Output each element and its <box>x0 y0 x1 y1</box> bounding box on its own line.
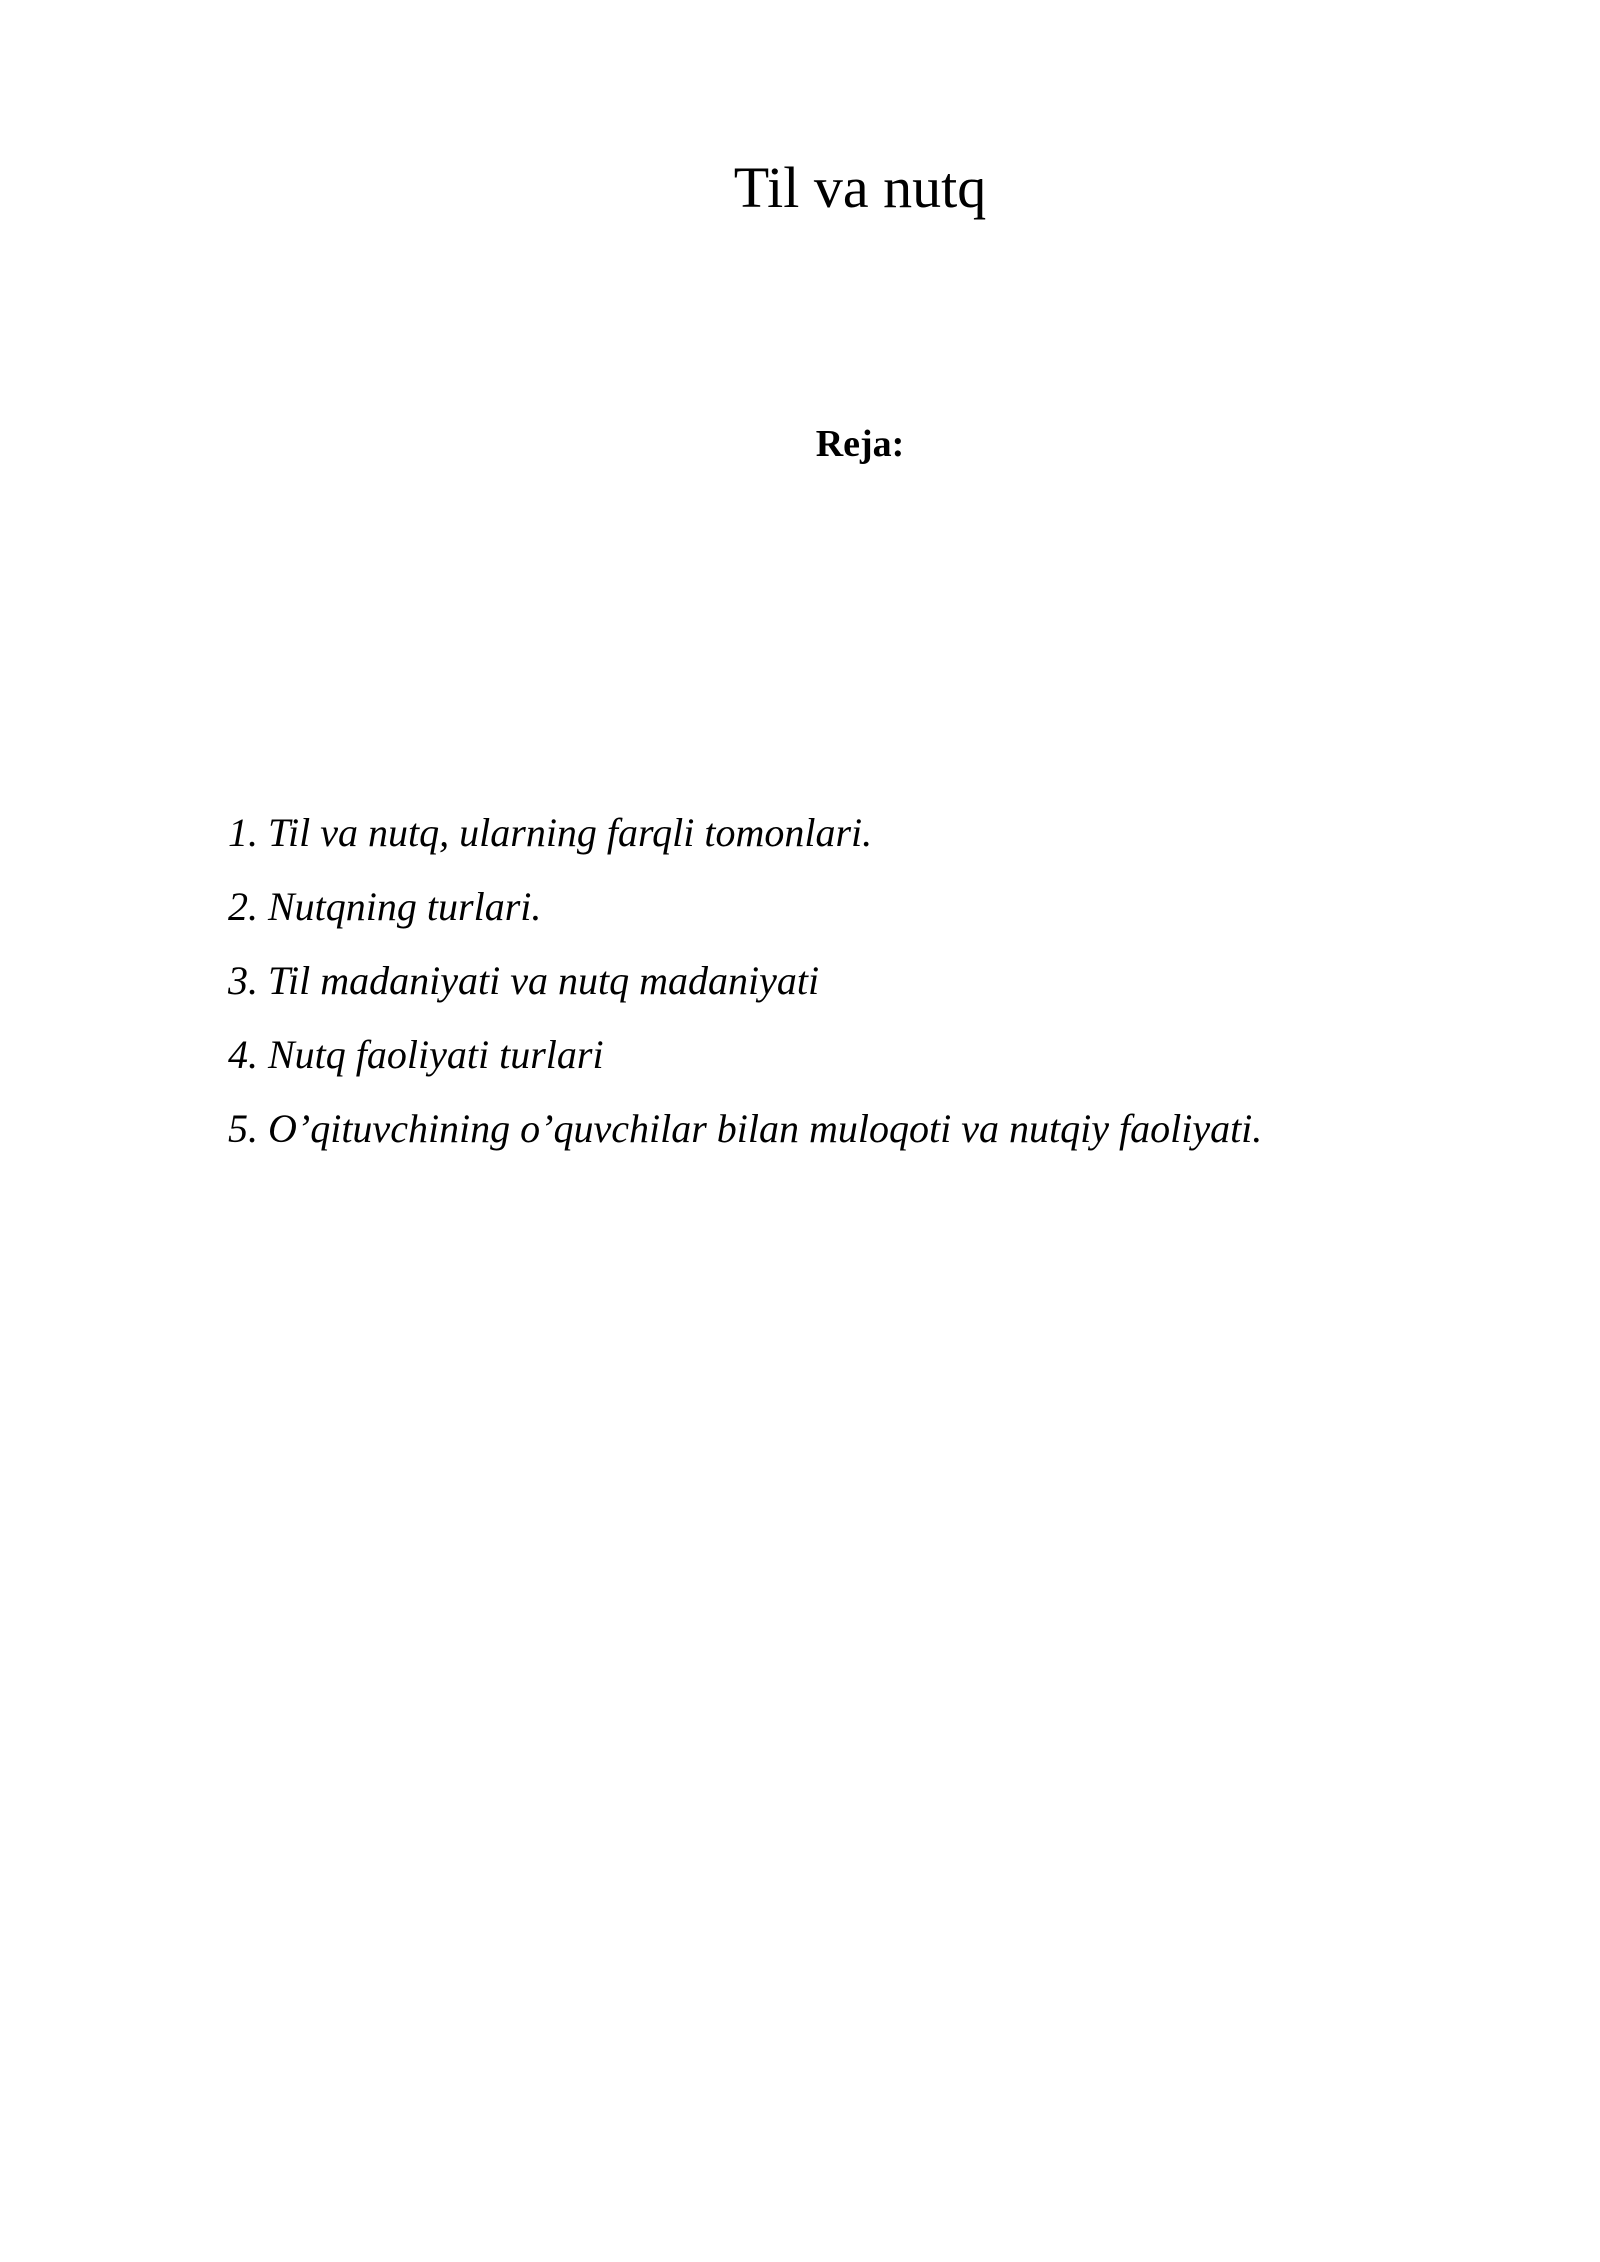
plan-item-text: Nutqning turlari. <box>268 884 542 929</box>
plan-item-number: 1. <box>228 810 258 855</box>
plan-item-1 <box>228 803 1428 877</box>
plan-item-text: Nutq faoliyati turlari <box>268 1032 604 1077</box>
plan-item-2 <box>228 877 1428 951</box>
plan-item-4 <box>228 1025 1428 1099</box>
plan-item-number: 4. <box>228 1032 258 1077</box>
plan-item-number: 3. <box>228 958 258 1003</box>
plan-item-number: 2. <box>228 884 258 929</box>
plan-item-text: Til madaniyati va nutq madaniyati <box>268 958 820 1003</box>
plan-item-text: Til va nutq, ularning farqli tomonlari. <box>268 810 873 855</box>
plan-item-5 <box>228 1099 1428 1173</box>
plan-item-number: 5. <box>228 1106 258 1151</box>
document-title: Til va nutq <box>733 155 987 220</box>
plan-list <box>228 803 1428 1173</box>
plan-item-text: O’qituvchining o’quvchilar bilan muloqoti va nutqiy faoliyati. <box>268 1106 1263 1151</box>
plan-item-3 <box>228 951 1428 1025</box>
plan-heading: Reja: <box>815 423 905 465</box>
